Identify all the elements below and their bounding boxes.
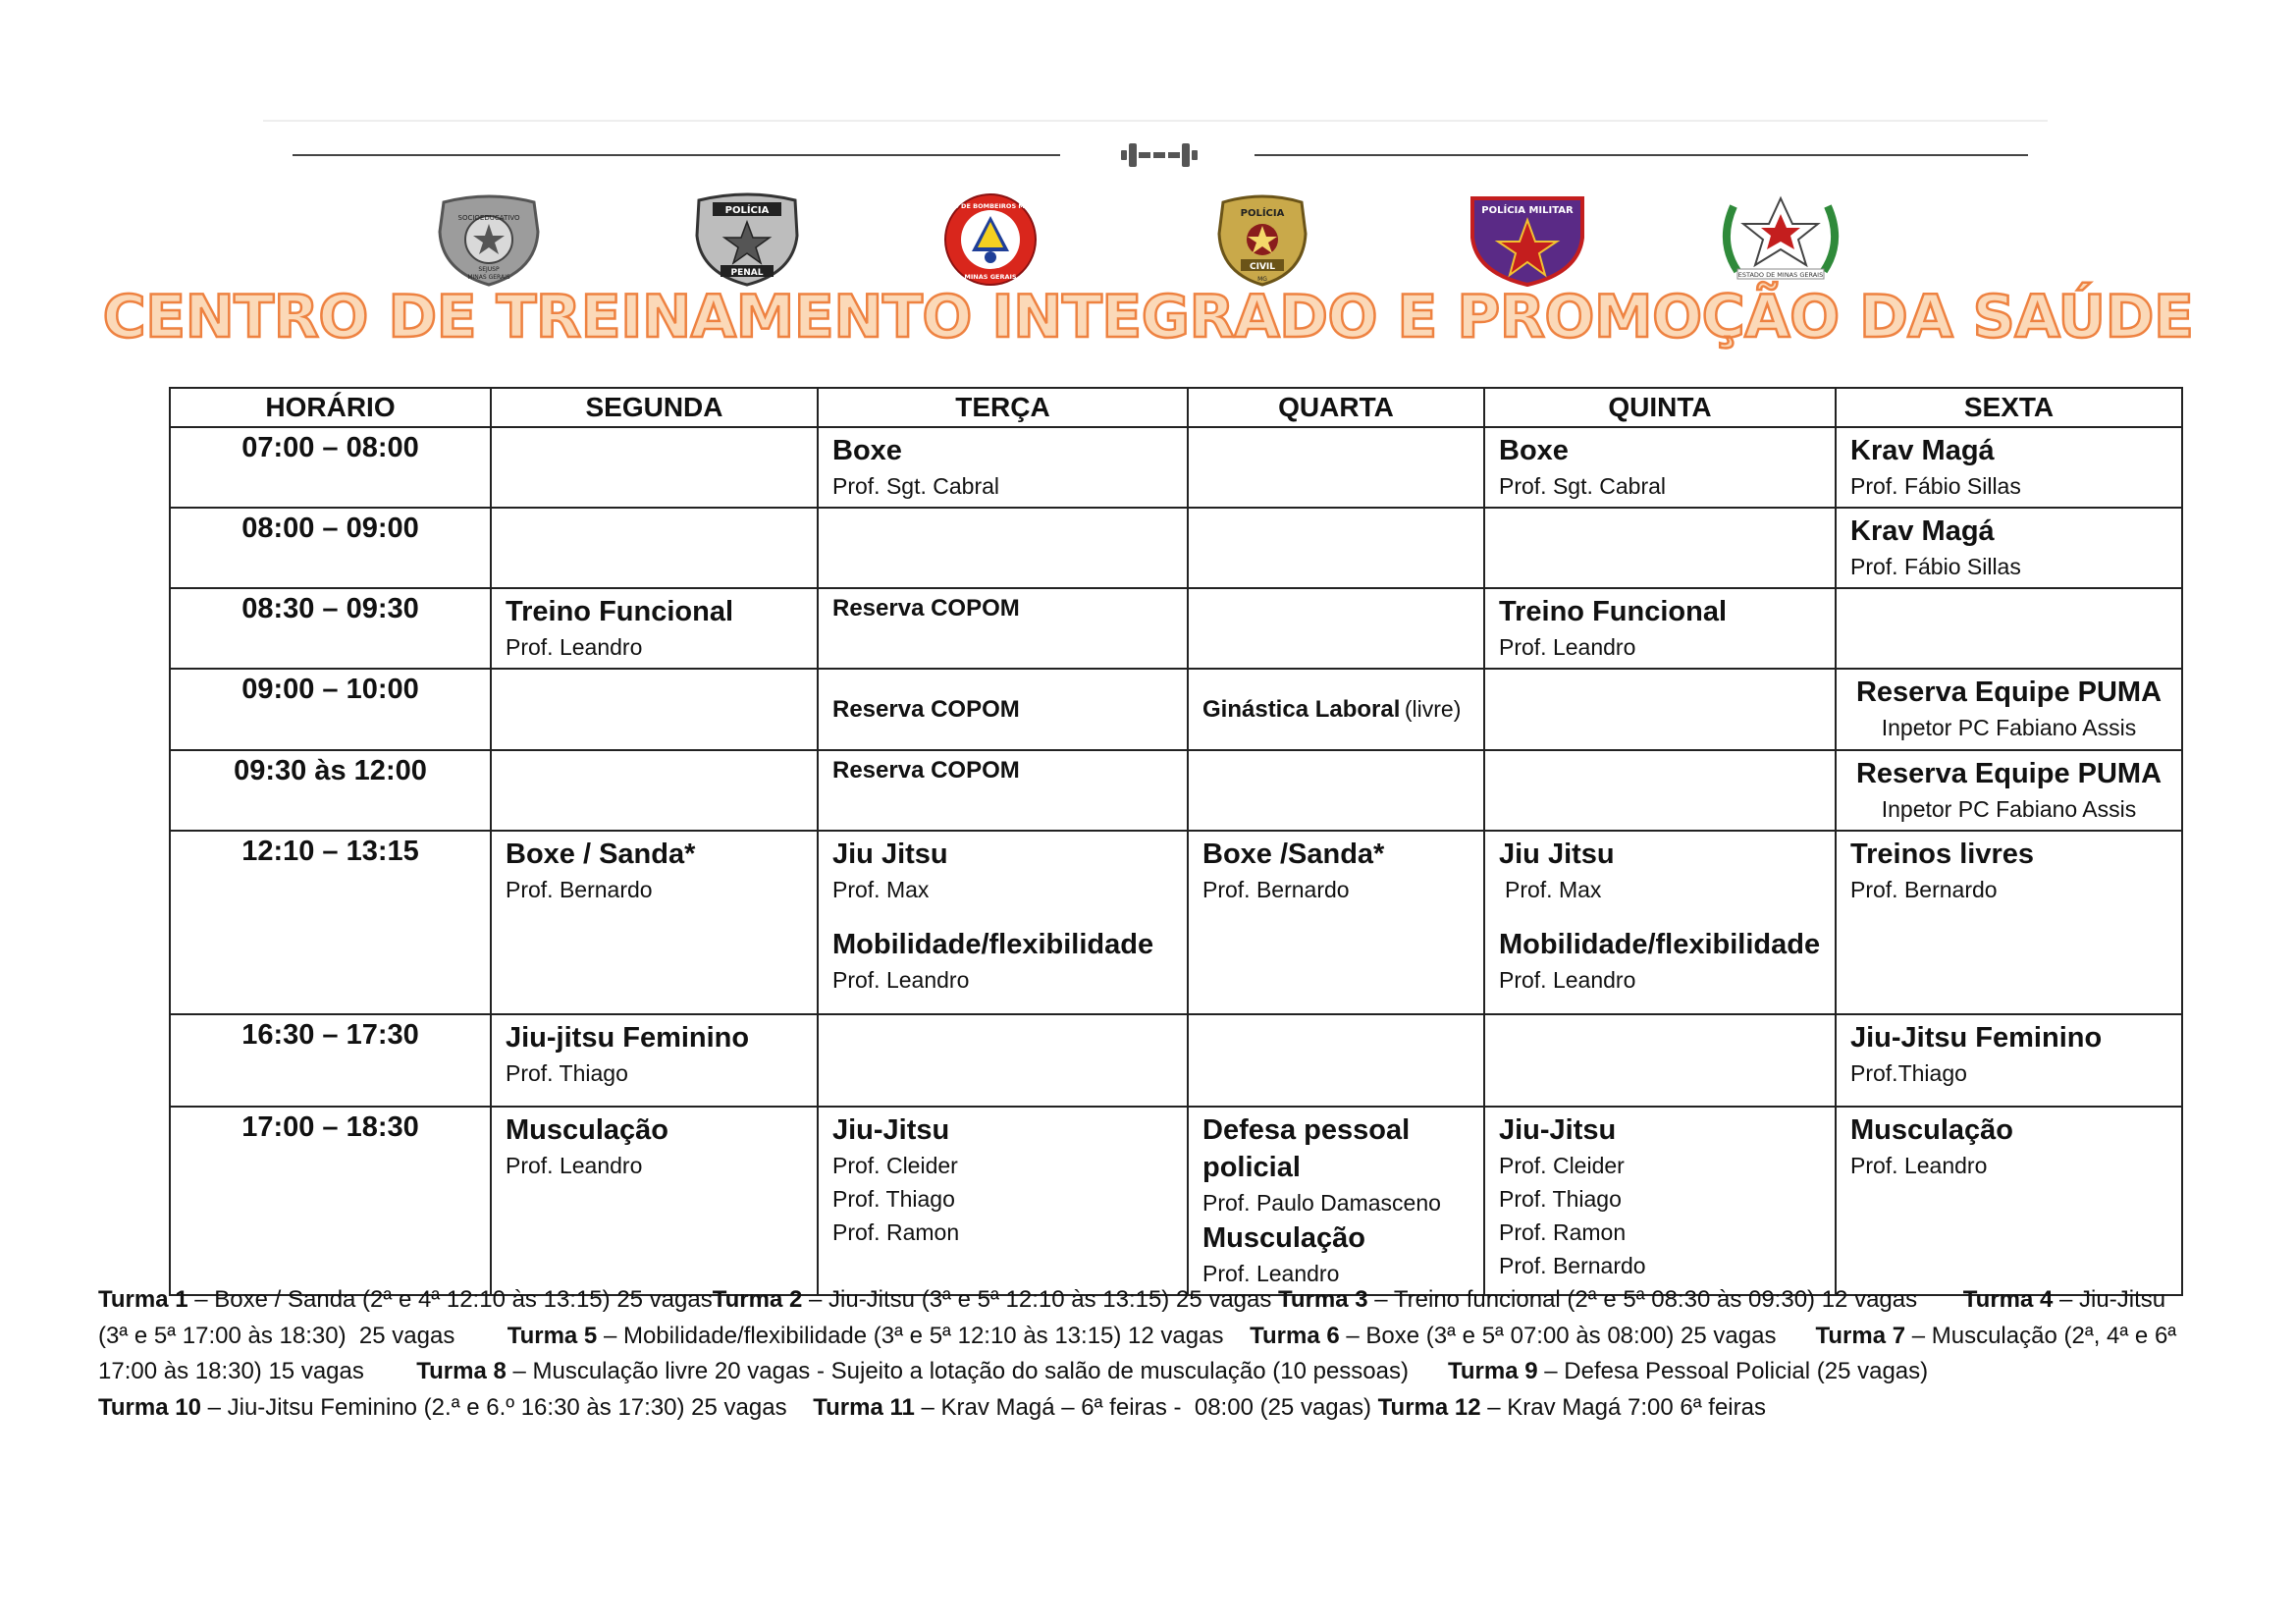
- schedule-table: [169, 387, 2183, 1296]
- activity-name: Jiu Jitsu: [1499, 839, 1615, 870]
- table-row: [170, 750, 2182, 831]
- legend-text: – Mobilidade/flexibilidade (3ª e 5ª 12:10 às 13:15) 12 vagas: [597, 1322, 1251, 1349]
- instructor-name: Prof. Fábio Sillas: [1850, 554, 2021, 579]
- activity-name: Treinos livres: [1850, 839, 2034, 870]
- activity-name: Reserva Equipe PUMA: [1855, 677, 2163, 708]
- table-row: [170, 1014, 2182, 1107]
- activity-name: Mobilidade/flexibilidade: [832, 929, 1154, 960]
- policia-text: POLÍCIA: [724, 205, 770, 216]
- legend-text: – Defesa Pessoal Policial (25 vagas): [1537, 1358, 1935, 1384]
- activity-name: Treino Funcional: [506, 596, 734, 627]
- instructor-name: Prof. Cleider: [832, 1153, 958, 1178]
- column-header-quinta: QUINTA: [1484, 388, 1836, 427]
- legend-label: Turma 8: [416, 1358, 507, 1384]
- schedule-cell: [491, 508, 818, 588]
- schedule-cell: [818, 1014, 1188, 1107]
- schedule-cell: [1188, 750, 1484, 831]
- instructor-name: Prof. Bernardo: [1499, 1253, 1646, 1278]
- activity-name: Ginástica Laboral: [1202, 695, 1401, 723]
- schedule-cell: [491, 1107, 818, 1295]
- schedule-cell: [491, 669, 818, 750]
- legend-label: Turma 2: [712, 1286, 803, 1313]
- schedule-cell: [491, 750, 818, 831]
- activity-name: Krav Magá: [1850, 515, 1995, 547]
- logo-row: [412, 192, 1885, 291]
- header-strip: [263, 120, 2048, 122]
- schedule-cell: [1188, 1107, 1484, 1295]
- socioeducativo-badge-logo: [434, 192, 544, 287]
- schedule-cell: [1484, 1014, 1836, 1107]
- legend-label: Turma 12: [1377, 1393, 1481, 1421]
- instructor-name: Prof. Leandro: [506, 1153, 643, 1178]
- time-cell: 08:00 – 09:00: [170, 508, 491, 588]
- activity-name: Defesa pessoal: [1202, 1114, 1411, 1146]
- schedule-cell: [818, 508, 1188, 588]
- schedule-cell: [818, 669, 1188, 750]
- schedule-cell: [818, 1107, 1188, 1295]
- legend-text: – Boxe / Sanda (2ª e 4ª 12:10 às 13:15) 25 vagas: [187, 1286, 713, 1313]
- schedule-cell: [1836, 669, 2182, 750]
- instructor-name: Prof. Cleider: [1499, 1153, 1625, 1178]
- schedule-cell: [1188, 508, 1484, 588]
- time-cell: 07:00 – 08:00: [170, 427, 491, 508]
- legend-text: – Musculação (2ª, 4ª e 6ª 17:00 às 18:30) 15 vagas: [98, 1322, 2183, 1384]
- activity-name: Jiu-Jitsu Feminino: [1850, 1022, 2103, 1054]
- page-title: CENTRO DE TREINAMENTO INTEGRADO E PROMOÇÃO DA SAÚDE: [102, 283, 2194, 352]
- policia-militar-badge-logo: [1467, 192, 1588, 287]
- bombeiros-mg-text: MINAS GERAIS: [964, 273, 1017, 281]
- time-cell: 12:10 – 13:15: [170, 831, 491, 1014]
- table-row: [170, 427, 2182, 508]
- policia-militar-text: POLÍCIA MILITAR: [1481, 205, 1574, 216]
- schedule-cell: [1836, 1014, 2182, 1107]
- schedule-cell: [1188, 588, 1484, 669]
- activity-name: Treino Funcional: [1499, 596, 1728, 627]
- table-row: [170, 588, 2182, 669]
- time-cell: 09:30 às 12:00: [170, 750, 491, 831]
- sejusp-text: SEJUSP: [478, 266, 500, 273]
- instructor-name: Inpetor PC Fabiano Assis: [1881, 715, 2137, 740]
- instructor-name: Prof. Thiago: [506, 1060, 628, 1086]
- activity-name: Jiu-Jitsu: [832, 1114, 950, 1146]
- instructor-name: Prof. Leandro: [1499, 967, 1636, 993]
- header-rule-right: [1255, 154, 2028, 156]
- instructor-name: Prof. Sgt. Cabral: [832, 473, 1000, 499]
- legend-text: – Musculação livre 20 vagas - Sujeito a lotação do salão de musculação (10 pessoas): [506, 1358, 1449, 1384]
- instructor-name: Prof.Thiago: [1850, 1060, 1967, 1086]
- bombeiros-text: CORPO DE BOMBEIROS MILITAR: [934, 202, 1047, 210]
- activity-name: Jiu-Jitsu: [1499, 1114, 1617, 1146]
- schedule-cell: [1188, 831, 1484, 1014]
- activity-name: Reserva COPOM: [832, 595, 1020, 622]
- schedule-cell: [1484, 831, 1836, 1014]
- schedule-cell: [1188, 427, 1484, 508]
- schedule-cell: [491, 427, 818, 508]
- policia-penal-badge-logo: [691, 192, 803, 287]
- schedule-cell: [818, 588, 1188, 669]
- column-header-sexta: SEXTA: [1836, 388, 2182, 427]
- activity-name: Musculação: [506, 1114, 668, 1146]
- penal-text: PENAL: [730, 268, 764, 278]
- schedule-cell: [818, 750, 1188, 831]
- instructor-name: Prof. Leandro: [1499, 634, 1636, 660]
- instructor-name: Prof. Leandro: [1202, 1261, 1340, 1286]
- policia-civil-text: POLÍCIA: [1240, 208, 1285, 219]
- schedule-cell: [1484, 1107, 1836, 1295]
- legend-label: Turma 4: [1962, 1286, 2054, 1313]
- schedule-cell: [1188, 1014, 1484, 1107]
- legend-text: – Treino funcional (2ª e 5ª 08:30 às 09:30) 12 vagas: [1367, 1286, 1963, 1313]
- civil-text: CIVIL: [1249, 262, 1276, 272]
- time-cell: 08:30 – 09:30: [170, 588, 491, 669]
- activity-name: Jiu-jitsu Feminino: [506, 1022, 750, 1054]
- activity-name: policial: [1202, 1152, 1301, 1183]
- schedule-cell: [1484, 750, 1836, 831]
- column-header-horario: HORÁRIO: [170, 388, 491, 427]
- column-header-quarta: QUARTA: [1188, 388, 1484, 427]
- mg-text: MG: [1257, 276, 1267, 283]
- instructor-name: Prof. Leandro: [506, 634, 643, 660]
- minas-gerais-text: MINAS GERAIS: [467, 274, 510, 281]
- schedule-cell: [1484, 427, 1836, 508]
- table-header-row: [170, 388, 2182, 427]
- instructor-name: Inpetor PC Fabiano Assis: [1881, 796, 2137, 822]
- activity-name: Krav Magá: [1850, 435, 1995, 466]
- legend-label: Turma 7: [1815, 1322, 1906, 1349]
- class-legend: [98, 1282, 2199, 1426]
- schedule-cell: [1836, 508, 2182, 588]
- schedule-cell: [1836, 750, 2182, 831]
- header-rule-left: [293, 154, 1060, 156]
- activity-note: (livre): [1404, 695, 1462, 722]
- activity-name: Reserva Equipe PUMA: [1855, 758, 2163, 789]
- schedule-cell: [491, 588, 818, 669]
- schedule-cell: [1836, 427, 2182, 508]
- table-row: [170, 669, 2182, 750]
- legend-text: – Jiu-Jitsu (3ª e 5ª 12:10 às 13:15) 25 vagas: [802, 1286, 1279, 1313]
- activity-name: Boxe: [1499, 435, 1569, 466]
- time-cell: 17:00 – 18:30: [170, 1107, 491, 1295]
- legend-label: Turma 10: [98, 1393, 201, 1421]
- schedule-cell: [1836, 831, 2182, 1014]
- instructor-name: Prof. Leandro: [1850, 1153, 1988, 1178]
- activity-name: Musculação: [1202, 1222, 1365, 1254]
- activity-name: Boxe: [832, 435, 902, 466]
- instructor-name: Prof. Max: [832, 877, 930, 902]
- legend-label: Turma 11: [813, 1393, 915, 1421]
- instructor-name: Prof. Bernardo: [506, 877, 653, 902]
- instructor-name: Prof. Ramon: [832, 1219, 960, 1245]
- policia-civil-badge-logo: [1213, 192, 1311, 287]
- spacer: [832, 906, 1173, 926]
- corpo-de-bombeiros-badge-logo: [934, 192, 1047, 287]
- instructor-name: Prof. Leandro: [832, 967, 970, 993]
- legend-label: Turma 5: [507, 1322, 598, 1349]
- instructor-name: Prof. Bernardo: [1850, 877, 1998, 902]
- legend-label: Turma 6: [1250, 1322, 1340, 1349]
- estado-mg-text: ESTADO DE MINAS GERAIS: [1737, 271, 1824, 279]
- activity-name: Reserva COPOM: [832, 695, 1020, 723]
- table-row: [170, 1107, 2182, 1295]
- instructor-name: Prof. Thiago: [1499, 1186, 1622, 1212]
- spacer: [1499, 906, 1821, 926]
- column-header-terca: TERÇA: [818, 388, 1188, 427]
- schedule-cell: [1188, 669, 1484, 750]
- legend-label: Turma 1: [98, 1286, 188, 1313]
- brasao-minas-gerais-logo: [1708, 192, 1853, 287]
- activity-name: Mobilidade/flexibilidade: [1499, 929, 1821, 960]
- schedule-cell: [1836, 1107, 2182, 1295]
- legend-text: – Krav Magá – 6ª feiras - 08:00 (25 vagas): [914, 1393, 1378, 1421]
- legend-text: – Krav Magá 7:00 6ª feiras: [1480, 1393, 1766, 1421]
- instructor-name: Prof. Sgt. Cabral: [1499, 473, 1667, 499]
- legend-label: Turma 9: [1448, 1358, 1538, 1384]
- table-row: [170, 508, 2182, 588]
- activity-name: Boxe /Sanda*: [1202, 839, 1385, 870]
- instructor-name: Prof. Ramon: [1499, 1219, 1627, 1245]
- dumbbell-icon: [1119, 140, 1200, 170]
- legend-text: – Jiu-Jitsu (3ª e 5ª 17:00 às 18:30) 25 vagas: [98, 1286, 2172, 1349]
- legend-text: – Jiu-Jitsu Feminino (2.ª e 6.º 16:30 às 17:30) 25 vagas: [200, 1393, 814, 1421]
- schedule-cell: [818, 427, 1188, 508]
- schedule-cell: [491, 1014, 818, 1107]
- activity-name: Reserva COPOM: [832, 757, 1020, 784]
- schedule-cell: [1484, 669, 1836, 750]
- schedule-cell: [491, 831, 818, 1014]
- instructor-name: Prof. Fábio Sillas: [1850, 473, 2021, 499]
- schedule-cell: [1836, 588, 2182, 669]
- instructor-name: Prof. Bernardo: [1202, 877, 1350, 902]
- instructor-name: Prof. Thiago: [832, 1186, 955, 1212]
- table-row: [170, 831, 2182, 1014]
- column-header-segunda: SEGUNDA: [491, 388, 818, 427]
- socioeducativo-text: SOCIOEDUCATIVO: [457, 214, 520, 222]
- activity-name: Boxe / Sanda*: [506, 839, 696, 870]
- schedule-cell: [1484, 588, 1836, 669]
- instructor-name: Prof. Max: [1505, 877, 1602, 902]
- legend-label: Turma 3: [1278, 1286, 1368, 1313]
- schedule-cell: [818, 831, 1188, 1014]
- schedule-cell: [1484, 508, 1836, 588]
- activity-name: Musculação: [1850, 1114, 2013, 1146]
- time-cell: 16:30 – 17:30: [170, 1014, 491, 1107]
- time-cell: 09:00 – 10:00: [170, 669, 491, 750]
- legend-text: – Boxe (3ª e 5ª 07:00 às 08:00) 25 vagas: [1339, 1322, 1816, 1349]
- instructor-name: Prof. Paulo Damasceno: [1202, 1190, 1441, 1216]
- activity-name: Jiu Jitsu: [832, 839, 948, 870]
